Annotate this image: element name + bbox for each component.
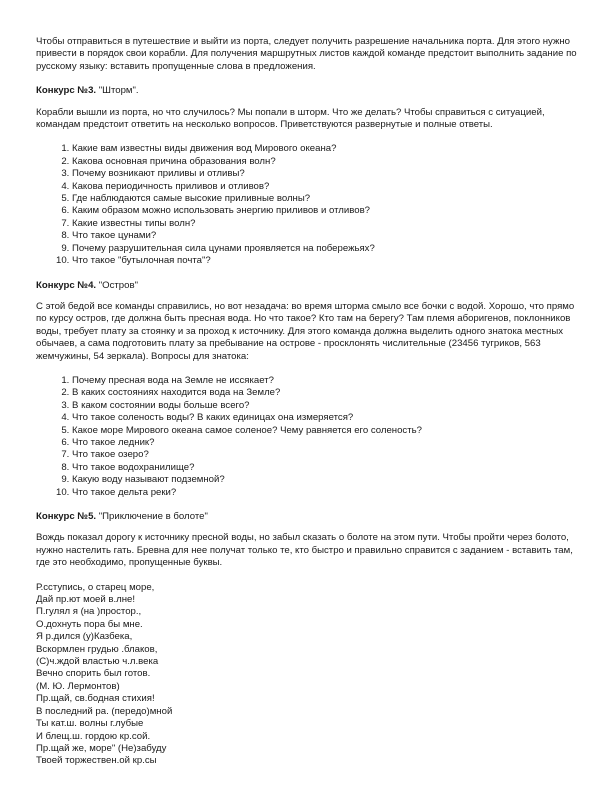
document-page xyxy=(36,36,584,768)
poem-line: (С)ч.ждой властью ч.л.века xyxy=(36,656,159,668)
poem-line: (М. Ю. Лермонтов) xyxy=(36,680,120,692)
contest4-name: "Остров" xyxy=(96,279,138,291)
list-item: 1. Почему пресная вода на Земле не иссякает? xyxy=(72,375,584,387)
list-item: 1. Какие вам известны виды движения вод Мирового океана? xyxy=(72,143,584,155)
poem-line: Пр.щай, св.бодная стихия! xyxy=(36,693,155,705)
list-item: 10. Что такое "бутылочная почта"? xyxy=(72,255,584,267)
poem-line: Вскормлен грудью .блаков, xyxy=(36,643,158,655)
contest3-name: "Шторм". xyxy=(96,85,139,97)
list-item: 8. Что такое водохранилище? xyxy=(72,462,584,474)
contest3-label: Конкурс №3. xyxy=(36,85,97,97)
contest5-name: "Приключение в болоте" xyxy=(96,511,208,522)
list-item: 5. Какое море Мирового океана самое соленое? Чему равняется его соленость? xyxy=(72,425,584,437)
list-item: 5. Где наблюдаются самые высокие приливные волны? xyxy=(72,193,584,205)
poem-line: И блещ.ш. гордою кр.сой. xyxy=(36,730,151,742)
list-item: 2. Какова основная причина образования волн? xyxy=(72,156,584,168)
contest5-label: Конкурс №5. xyxy=(36,511,97,522)
list-item: 3. В каком состоянии воды больше всего? xyxy=(72,400,584,412)
contest4-text: С этой бедой все команды справились, но вот незадача: во время шторма смыло все бочки с водой. Хорошо, что прямо по курсу остров, где должна быть пресная вода. Но что такое? Кто там на берегу? Там племя аборигенов, поклонников воды, требует плату за стоянку и за проход к источнику. Для этого команда должна выделить одного знатока местных обычаев, а сама подготовить плату за пребывание на острове - просклонять числительные (23456 тугриков, 563 жемчужины, 54 зеркала). Вопросы для знатока: xyxy=(36,300,575,362)
list-item: 4. Что такое соленость воды? В каких единицах она измеряется? xyxy=(72,412,584,424)
poem-line: Ты кат.ш. волны г.лубые xyxy=(36,718,144,730)
contest3-question-list xyxy=(36,143,584,267)
contest4-label: Конкурс №4. xyxy=(36,279,97,291)
poem-line: Р.сступись, о старец море, xyxy=(36,581,155,593)
poem-line: Твоей торжествен.ой кр.сы xyxy=(36,755,157,767)
contest4-heading xyxy=(36,280,584,292)
list-item: 7. Что такое озеро? xyxy=(72,449,584,461)
list-item: 8. Что такое цунами? xyxy=(72,230,584,242)
list-item: 10. Что такое дельта реки? xyxy=(72,487,584,499)
list-item: 9. Почему разрушительная сила цунами проявляется на побережьях? xyxy=(72,243,584,255)
intro-paragraph: Чтобы отправиться в путешествие и выйти из порта, следует получить разрешение начальника порта. Для этого нужно привести в порядок свои корабли. Для получения маршрутных листов каждой команде предстоит выполнить задание по русскому языку: вставить пропущенные слова в предложения. xyxy=(36,36,577,72)
list-item: 7. Какие известны типы волн? xyxy=(72,218,584,230)
contest3-heading xyxy=(36,85,584,97)
poem-line: Пр.щай же, море" (Не)забуду xyxy=(36,742,167,754)
list-item: 6. Каким образом можно использовать энергию приливов и отливов? xyxy=(72,205,584,217)
poem-line: Вечно спорить был готов. xyxy=(36,668,151,680)
poem-line: Дай пр.ют моей в.лне! xyxy=(36,594,136,606)
list-item: 3. Почему возникают приливы и отливы? xyxy=(72,168,584,180)
list-item: 4. Какова периодичность приливов и отливов? xyxy=(72,181,584,193)
list-item: 2. В каких состояниях находится вода на Земле? xyxy=(72,387,584,399)
poem-line: В последний ра. (передо)мной xyxy=(36,705,173,717)
list-item: 9. Какую воду называют подземной? xyxy=(72,474,584,486)
contest3-text: Корабли вышли из порта, но что случилось? Мы попали в шторм. Что же делать? Чтобы справиться с ситуацией, командам предстоит ответить на несколько вопросов. Приветствуются развернутые и полные ответы. xyxy=(36,106,545,131)
contest5-heading xyxy=(36,511,584,523)
poem-line: О.дохнуть пора бы мне. xyxy=(36,618,143,630)
list-item: 6. Что такое ледник? xyxy=(72,437,584,449)
contest4-question-list xyxy=(36,375,584,499)
contest5-text: Вождь показал дорогу к источнику пресной воды, но забыл сказать о болоте на этом пути. Чтобы пройти через болото, нужно настелить гать. Бревна для нее получат только те, кто быстро и правильно справится с заданием - вставить там, где это необходимо, пропущенные буквы. xyxy=(36,532,573,569)
poem-block xyxy=(36,582,584,768)
poem-line: П.гулял я (на )простор., xyxy=(36,606,142,618)
poem-line: Я р.дился (у)Казбека, xyxy=(36,631,133,643)
